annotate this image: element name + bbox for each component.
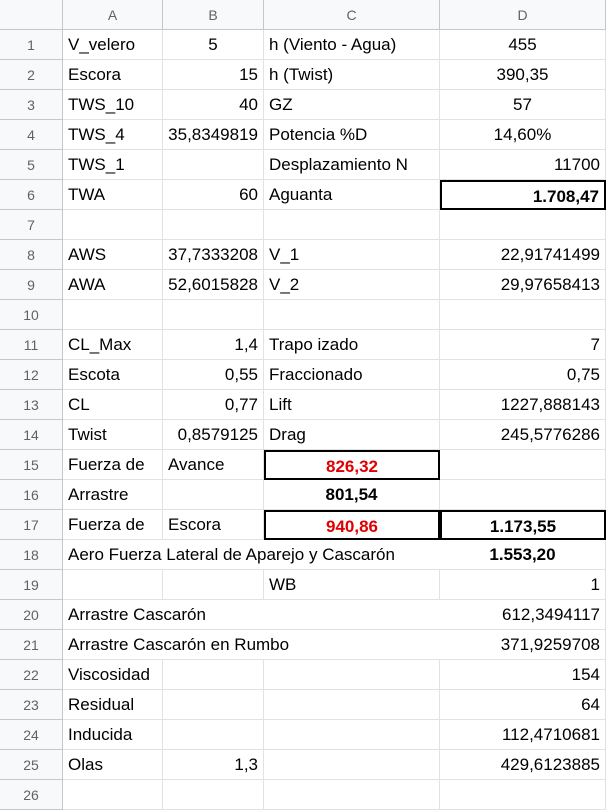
sheet-row [0, 690, 606, 720]
column-header-row [0, 0, 606, 30]
sheet-row [0, 270, 606, 300]
cell-b-17[interactable]: Escora [163, 510, 264, 540]
sheet-row [0, 300, 606, 330]
cell-a-2[interactable]: Escora [63, 60, 163, 90]
cell-d-20[interactable]: 612,3494117 [440, 600, 606, 630]
cell-b-13[interactable]: 0,77 [163, 390, 264, 420]
sheet-row [0, 450, 606, 480]
column-header-a[interactable]: A [63, 0, 163, 30]
cell-a-22[interactable]: Viscosidad [63, 660, 163, 690]
cell-c-17[interactable]: 940,86 [264, 510, 440, 540]
cell-c-19[interactable]: WB [264, 570, 440, 600]
cell-c-21[interactable] [264, 630, 440, 660]
row-header[interactable]: 14 [0, 420, 63, 450]
cell-a-3[interactable]: TWS_10 [63, 90, 163, 120]
cell-d-1[interactable]: 455 [440, 30, 606, 60]
cell-d-6[interactable]: 1.708,47 [440, 180, 606, 210]
row-header[interactable]: 19 [0, 570, 63, 600]
sheet-row [0, 330, 606, 360]
cell-a-24[interactable]: Inducida [63, 720, 163, 750]
row-header[interactable]: 21 [0, 630, 63, 660]
cell-a-23[interactable]: Residual [63, 690, 163, 720]
row-header[interactable]: 18 [0, 540, 63, 570]
cell-a-16[interactable]: Arrastre [63, 480, 163, 510]
cell-d-11[interactable]: 7 [440, 330, 606, 360]
cell-d-7[interactable] [440, 210, 606, 240]
cell-b-9[interactable]: 52,6015828 [163, 270, 264, 300]
cell-b-2[interactable]: 15 [163, 60, 264, 90]
cell-c-1[interactable]: h (Viento - Agua) [264, 30, 440, 60]
cell-a-7[interactable] [63, 210, 163, 240]
cell-c-4[interactable]: Potencia %D [264, 120, 440, 150]
cell-c-11[interactable]: Trapo izado [264, 330, 440, 360]
cell-c-7[interactable] [264, 210, 440, 240]
cell-d-12[interactable]: 0,75 [440, 360, 606, 390]
cell-b-3[interactable]: 40 [163, 90, 264, 120]
cell-d-3[interactable]: 57 [440, 90, 606, 120]
sheet-row [0, 720, 606, 750]
cell-d-25[interactable]: 429,6123885 [440, 750, 606, 780]
sheet-row [0, 30, 606, 60]
cell-d-16[interactable] [440, 480, 606, 510]
sheet-row [0, 120, 606, 150]
cell-b-26[interactable] [163, 780, 264, 810]
cell-d-19[interactable]: 1 [440, 570, 606, 600]
cell-c-22[interactable] [264, 660, 440, 690]
sheet-row [0, 510, 606, 540]
row-header[interactable]: 15 [0, 450, 63, 480]
cell-c-10[interactable] [264, 300, 440, 330]
row-header[interactable]: 8 [0, 240, 63, 270]
row-header[interactable]: 10 [0, 300, 63, 330]
cell-a-20[interactable]: Arrastre Cascarón [63, 600, 163, 630]
cell-a-26[interactable] [63, 780, 163, 810]
row-header[interactable]: 22 [0, 660, 63, 690]
cell-d-23[interactable]: 64 [440, 690, 606, 720]
sheet-row [0, 750, 606, 780]
cell-b-7[interactable] [163, 210, 264, 240]
cell-c-9[interactable]: V_2 [264, 270, 440, 300]
cell-c-15[interactable]: 826,32 [264, 450, 440, 480]
cell-c-8[interactable]: V_1 [264, 240, 440, 270]
cell-d-22[interactable]: 154 [440, 660, 606, 690]
sheet-row [0, 540, 606, 570]
cell-b-8[interactable]: 37,7333208 [163, 240, 264, 270]
cell-a-19[interactable] [63, 570, 163, 600]
sheet-row [0, 360, 606, 390]
cell-a-25[interactable]: Olas [63, 750, 163, 780]
cell-b-19[interactable] [163, 570, 264, 600]
row-header[interactable]: 2 [0, 60, 63, 90]
cell-b-23[interactable] [163, 690, 264, 720]
sheet-row [0, 780, 606, 810]
column-header-c[interactable]: C [264, 0, 440, 30]
cell-d-17[interactable]: 1.173,55 [440, 510, 606, 540]
cell-b-25[interactable]: 1,3 [163, 750, 264, 780]
cell-a-15[interactable]: Fuerza de [63, 450, 163, 480]
sheet-row [0, 480, 606, 510]
cell-b-1[interactable]: 5 [163, 30, 264, 60]
row-header[interactable]: 9 [0, 270, 63, 300]
cell-a-12[interactable]: Escota [63, 360, 163, 390]
row-header[interactable]: 20 [0, 600, 63, 630]
cell-b-6[interactable]: 60 [163, 180, 264, 210]
row-header[interactable]: 24 [0, 720, 63, 750]
cell-d-21[interactable]: 371,9259708 [440, 630, 606, 660]
cell-b-12[interactable]: 0,55 [163, 360, 264, 390]
sheet-row [0, 240, 606, 270]
cell-c-26[interactable] [264, 780, 440, 810]
cell-c-24[interactable] [264, 720, 440, 750]
cell-b-10[interactable] [163, 300, 264, 330]
cell-d-26[interactable] [440, 780, 606, 810]
select-all-corner[interactable] [0, 0, 63, 30]
cell-a-9[interactable]: AWA [63, 270, 163, 300]
sheet-row [0, 600, 606, 630]
cell-b-15[interactable]: Avance [163, 450, 264, 480]
cell-c-25[interactable] [264, 750, 440, 780]
cell-a-21[interactable]: Arrastre Cascarón en Rumbo [63, 630, 163, 660]
cell-b-24[interactable] [163, 720, 264, 750]
cell-d-13[interactable]: 1227,888143 [440, 390, 606, 420]
cell-b-11[interactable]: 1,4 [163, 330, 264, 360]
cell-a-8[interactable]: AWS [63, 240, 163, 270]
cell-a-18[interactable]: Aero Fuerza Lateral de Aparejo y Cascarón [63, 540, 163, 570]
sheet-row [0, 90, 606, 120]
cell-a-5[interactable]: TWS_1 [63, 150, 163, 180]
cell-d-8[interactable]: 22,91741499 [440, 240, 606, 270]
cell-c-5[interactable]: Desplazamiento N [264, 150, 440, 180]
row-header[interactable]: 23 [0, 690, 63, 720]
cell-a-4[interactable]: TWS_4 [63, 120, 163, 150]
cell-c-13[interactable]: Lift [264, 390, 440, 420]
cell-a-11[interactable]: CL_Max [63, 330, 163, 360]
row-header[interactable]: 13 [0, 390, 63, 420]
row-header[interactable]: 26 [0, 780, 63, 810]
cell-d-15[interactable] [440, 450, 606, 480]
row-header[interactable]: 25 [0, 750, 63, 780]
cell-a-17[interactable]: Fuerza de [63, 510, 163, 540]
cell-c-23[interactable] [264, 690, 440, 720]
sheet-row [0, 630, 606, 660]
cell-c-2[interactable]: h (Twist) [264, 60, 440, 90]
cell-b-16[interactable] [163, 480, 264, 510]
sheet-row [0, 150, 606, 180]
cell-c-3[interactable]: GZ [264, 90, 440, 120]
cell-d-14[interactable]: 245,5776286 [440, 420, 606, 450]
cell-a-13[interactable]: CL [63, 390, 163, 420]
cell-a-6[interactable]: TWA [63, 180, 163, 210]
sheet-row [0, 660, 606, 690]
cell-b-4[interactable]: 35,8349819 [163, 120, 264, 150]
cell-d-10[interactable] [440, 300, 606, 330]
row-header[interactable]: 4 [0, 120, 63, 150]
sheet-row [0, 210, 606, 240]
row-header[interactable]: 12 [0, 360, 63, 390]
row-header[interactable]: 1 [0, 30, 63, 60]
row-header[interactable]: 6 [0, 180, 63, 210]
cell-b-22[interactable] [163, 660, 264, 690]
cell-c-20[interactable] [264, 600, 440, 630]
sheet-row [0, 60, 606, 90]
column-header-b[interactable]: B [163, 0, 264, 30]
cell-d-9[interactable]: 29,97658413 [440, 270, 606, 300]
row-header[interactable]: 17 [0, 510, 63, 540]
row-header[interactable]: 3 [0, 90, 63, 120]
cell-d-5[interactable]: 11700 [440, 150, 606, 180]
sheet-row [0, 420, 606, 450]
cell-d-4[interactable]: 14,60% [440, 120, 606, 150]
cell-a-10[interactable] [63, 300, 163, 330]
sheet-row [0, 570, 606, 600]
row-header[interactable]: 16 [0, 480, 63, 510]
cell-d-2[interactable]: 390,35 [440, 60, 606, 90]
cell-c-6[interactable]: Aguanta [264, 180, 440, 210]
cell-a-1[interactable]: V_velero [63, 30, 163, 60]
row-header[interactable]: 11 [0, 330, 63, 360]
cell-c-14[interactable]: Drag [264, 420, 440, 450]
row-header[interactable]: 7 [0, 210, 63, 240]
cell-b-14[interactable]: 0,8579125 [163, 420, 264, 450]
cell-c-16[interactable]: 801,54 [264, 480, 440, 510]
sheet-row [0, 180, 606, 210]
cell-a-14[interactable]: Twist [63, 420, 163, 450]
cell-c-12[interactable]: Fraccionado [264, 360, 440, 390]
sheet-row [0, 390, 606, 420]
cell-d-18[interactable]: 1.553,20 [440, 540, 606, 570]
row-header[interactable]: 5 [0, 150, 63, 180]
cell-b-5[interactable] [163, 150, 264, 180]
column-header-d[interactable]: D [440, 0, 606, 30]
cell-d-24[interactable]: 112,4710681 [440, 720, 606, 750]
